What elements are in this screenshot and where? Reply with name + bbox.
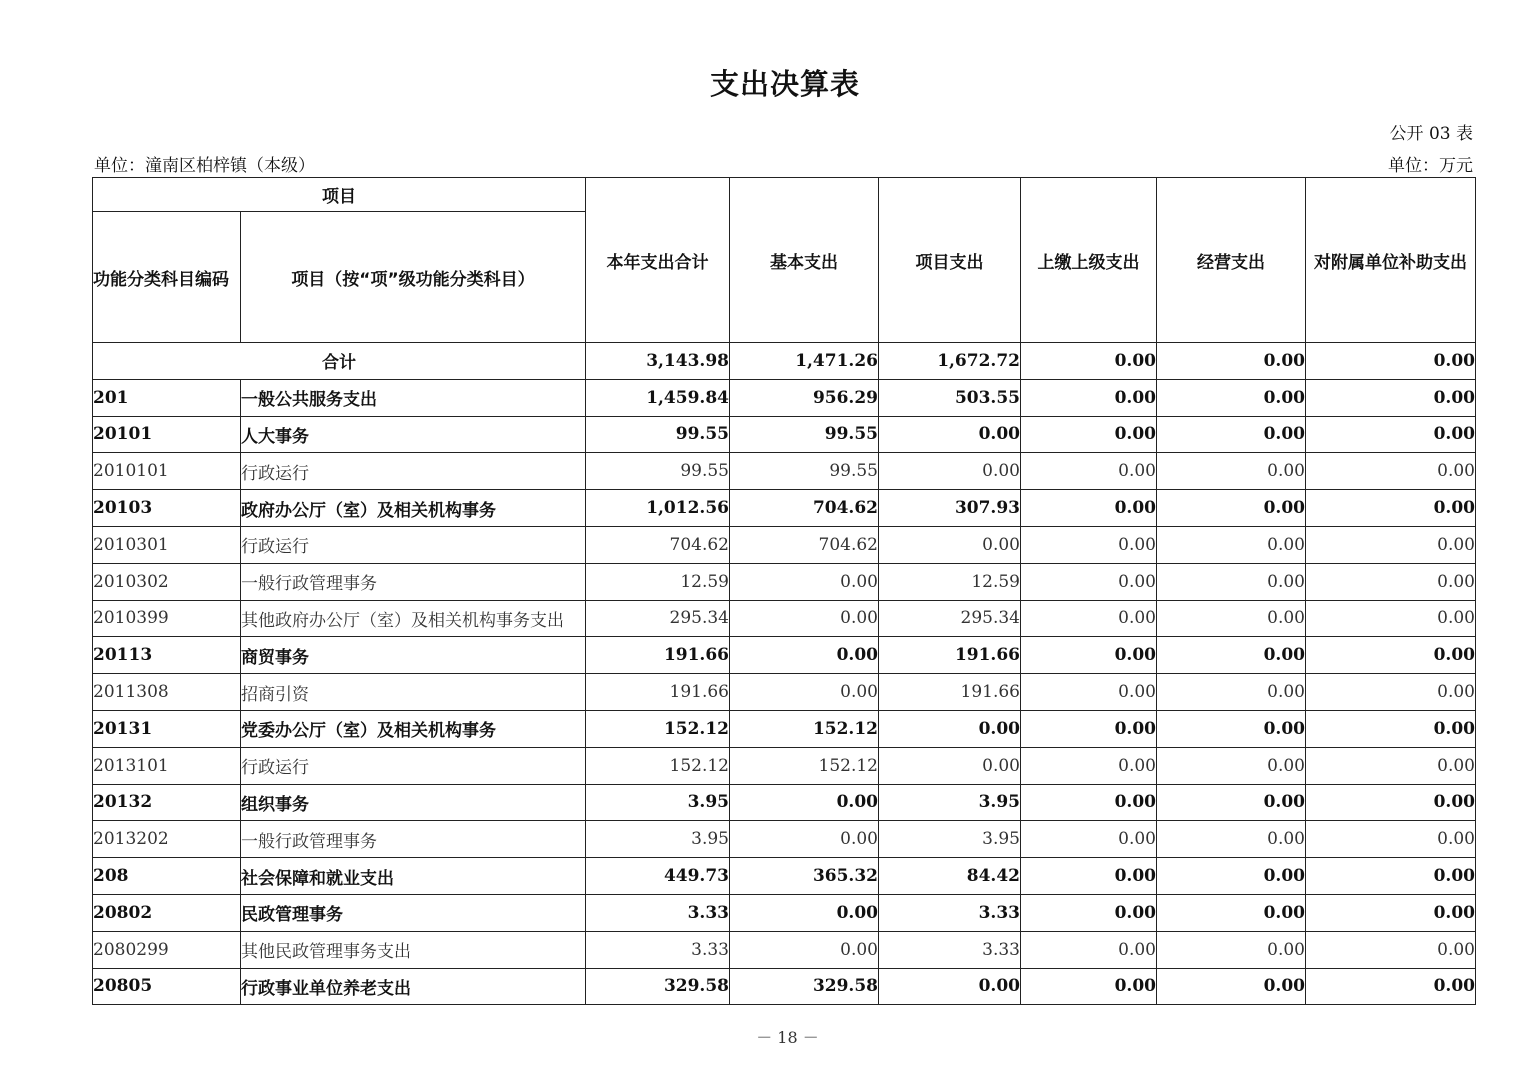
cell-basic: 0.00 xyxy=(730,637,879,674)
cell-subsidy: 0.00 xyxy=(1306,674,1476,711)
header-operating: 经营支出 xyxy=(1157,178,1306,343)
cell-basic: 99.55 xyxy=(730,416,879,453)
cell-project: 0.00 xyxy=(879,416,1021,453)
cell-name: 其他民政管理事务支出 xyxy=(241,931,586,968)
cell-name: 商贸事务 xyxy=(241,637,586,674)
cell-project: 0.00 xyxy=(879,747,1021,784)
cell-upper: 0.00 xyxy=(1021,968,1157,1005)
cell-upper: 0.00 xyxy=(1021,931,1157,968)
cell-name: 行政运行 xyxy=(241,526,586,563)
cell-basic: 329.58 xyxy=(730,968,879,1005)
cell-upper: 0.00 xyxy=(1021,600,1157,637)
cell-total: 1,459.84 xyxy=(586,379,730,416)
table-row xyxy=(93,784,1476,821)
cell-name: 行政运行 xyxy=(241,453,586,490)
cell-subsidy: 0.00 xyxy=(1306,858,1476,895)
cell-subsidy: 0.00 xyxy=(1306,526,1476,563)
total-label: 合计 xyxy=(93,343,586,380)
cell-basic: 704.62 xyxy=(730,490,879,527)
cell-name: 组织事务 xyxy=(241,784,586,821)
table-row xyxy=(93,416,1476,453)
reporting-unit: 单位：潼南区柏梓镇（本级） xyxy=(94,156,315,176)
cell-code: 2010301 xyxy=(93,526,241,563)
cell-name: 政府办公厅（室）及相关机构事务 xyxy=(241,490,586,527)
cell-basic: 0.00 xyxy=(730,894,879,931)
cell-total: 152.12 xyxy=(586,710,730,747)
cell-project: 295.34 xyxy=(879,600,1021,637)
cell-upper: 0.00 xyxy=(1021,563,1157,600)
table-row xyxy=(93,453,1476,490)
cell-code: 20802 xyxy=(93,894,241,931)
table-row xyxy=(93,894,1476,931)
cell-operating: 0.00 xyxy=(1157,637,1306,674)
table-row xyxy=(93,674,1476,711)
cell-code: 2011308 xyxy=(93,674,241,711)
currency-unit: 单位：万元 xyxy=(1388,156,1473,176)
table-row xyxy=(93,637,1476,674)
table-row xyxy=(93,710,1476,747)
cell-subsidy: 0.00 xyxy=(1306,600,1476,637)
table-row xyxy=(93,563,1476,600)
cell-code: 2013202 xyxy=(93,821,241,858)
cell-project: 3.95 xyxy=(879,821,1021,858)
cell-basic: 152.12 xyxy=(730,710,879,747)
cell-operating: 0.00 xyxy=(1157,563,1306,600)
cell-basic: 0.00 xyxy=(730,784,879,821)
cell-name: 党委办公厅（室）及相关机构事务 xyxy=(241,710,586,747)
page-number: － 18 － xyxy=(756,1028,819,1047)
cell-basic: 0.00 xyxy=(730,563,879,600)
cell-project: 191.66 xyxy=(879,674,1021,711)
cell-total: 12.59 xyxy=(586,563,730,600)
cell-project: 503.55 xyxy=(879,379,1021,416)
header-basic: 基本支出 xyxy=(730,178,879,343)
cell-project: 0.00 xyxy=(879,526,1021,563)
cell-code: 20132 xyxy=(93,784,241,821)
cell-name: 招商引资 xyxy=(241,674,586,711)
cell-subsidy: 0.00 xyxy=(1306,931,1476,968)
header-subsidy: 对附属单位补助支出 xyxy=(1306,178,1476,343)
cell-total: 449.73 xyxy=(586,858,730,895)
cell-operating: 0.00 xyxy=(1157,784,1306,821)
cell-total: 191.66 xyxy=(586,674,730,711)
cell-operating: 0.00 xyxy=(1157,968,1306,1005)
cell-operating: 0.00 xyxy=(1157,674,1306,711)
cell-subsidy: 0.00 xyxy=(1306,968,1476,1005)
cell-basic: 99.55 xyxy=(730,453,879,490)
cell-code: 2010399 xyxy=(93,600,241,637)
cell-code: 2013101 xyxy=(93,747,241,784)
cell-name: 民政管理事务 xyxy=(241,894,586,931)
header-total: 本年支出合计 xyxy=(586,178,730,343)
cell-operating: 0.00 xyxy=(1157,894,1306,931)
cell-upper: 0.00 xyxy=(1021,490,1157,527)
cell-project: 191.66 xyxy=(879,637,1021,674)
cell-upper: 0.00 xyxy=(1021,416,1157,453)
cell-subsidy: 0.00 xyxy=(1306,894,1476,931)
header-row-1 xyxy=(93,178,1476,212)
cell-total: 295.34 xyxy=(586,600,730,637)
cell-operating: 0.00 xyxy=(1157,747,1306,784)
cell-total: 1,012.56 xyxy=(586,490,730,527)
cell-upper: 0.00 xyxy=(1021,858,1157,895)
cell-name: 社会保障和就业支出 xyxy=(241,858,586,895)
cell-basic: 152.12 xyxy=(730,747,879,784)
table-row xyxy=(93,968,1476,1005)
header-project: 项目支出 xyxy=(879,178,1021,343)
page-title: 支出决算表 xyxy=(709,67,860,101)
cell-upper: 0.00 xyxy=(1021,894,1157,931)
header-project-group: 项目 xyxy=(93,178,586,212)
total-cell-operating: 0.00 xyxy=(1157,343,1306,380)
cell-subsidy: 0.00 xyxy=(1306,453,1476,490)
cell-project: 84.42 xyxy=(879,858,1021,895)
cell-total: 152.12 xyxy=(586,747,730,784)
cell-code: 2010101 xyxy=(93,453,241,490)
form-number: 公开 03 表 xyxy=(1389,124,1473,144)
table-row xyxy=(93,821,1476,858)
cell-operating: 0.00 xyxy=(1157,710,1306,747)
cell-project: 0.00 xyxy=(879,453,1021,490)
cell-code: 20113 xyxy=(93,637,241,674)
cell-basic: 0.00 xyxy=(730,931,879,968)
cell-upper: 0.00 xyxy=(1021,526,1157,563)
header-code: 功能分类科目编码 xyxy=(93,212,241,343)
table-row xyxy=(93,858,1476,895)
cell-code: 2010302 xyxy=(93,563,241,600)
cell-name: 行政事业单位养老支出 xyxy=(241,968,586,1005)
cell-basic: 365.32 xyxy=(730,858,879,895)
cell-basic: 704.62 xyxy=(730,526,879,563)
total-cell-upper: 0.00 xyxy=(1021,343,1157,380)
cell-operating: 0.00 xyxy=(1157,858,1306,895)
cell-upper: 0.00 xyxy=(1021,637,1157,674)
cell-code: 208 xyxy=(93,858,241,895)
cell-project: 3.33 xyxy=(879,931,1021,968)
cell-upper: 0.00 xyxy=(1021,710,1157,747)
cell-operating: 0.00 xyxy=(1157,600,1306,637)
cell-project: 0.00 xyxy=(879,710,1021,747)
cell-name: 行政运行 xyxy=(241,747,586,784)
cell-subsidy: 0.00 xyxy=(1306,379,1476,416)
cell-total: 3.95 xyxy=(586,784,730,821)
cell-upper: 0.00 xyxy=(1021,674,1157,711)
cell-subsidy: 0.00 xyxy=(1306,710,1476,747)
cell-upper: 0.00 xyxy=(1021,747,1157,784)
cell-upper: 0.00 xyxy=(1021,453,1157,490)
cell-basic: 956.29 xyxy=(730,379,879,416)
cell-basic: 0.00 xyxy=(730,600,879,637)
total-cell-subsidy: 0.00 xyxy=(1306,343,1476,380)
cell-name: 人大事务 xyxy=(241,416,586,453)
cell-subsidy: 0.00 xyxy=(1306,821,1476,858)
header-upper: 上缴上级支出 xyxy=(1021,178,1157,343)
cell-total: 3.33 xyxy=(586,931,730,968)
table-row xyxy=(93,526,1476,563)
cell-operating: 0.00 xyxy=(1157,931,1306,968)
cell-total: 3.95 xyxy=(586,821,730,858)
cell-name: 一般行政管理事务 xyxy=(241,821,586,858)
cell-name: 一般行政管理事务 xyxy=(241,563,586,600)
cell-operating: 0.00 xyxy=(1157,526,1306,563)
cell-code: 20103 xyxy=(93,490,241,527)
cell-project: 0.00 xyxy=(879,968,1021,1005)
total-row xyxy=(93,343,1476,380)
cell-code: 20101 xyxy=(93,416,241,453)
cell-subsidy: 0.00 xyxy=(1306,747,1476,784)
cell-total: 329.58 xyxy=(586,968,730,1005)
cell-upper: 0.00 xyxy=(1021,379,1157,416)
cell-code: 20805 xyxy=(93,968,241,1005)
cell-total: 3.33 xyxy=(586,894,730,931)
cell-subsidy: 0.00 xyxy=(1306,784,1476,821)
cell-total: 704.62 xyxy=(586,526,730,563)
cell-project: 307.93 xyxy=(879,490,1021,527)
cell-subsidy: 0.00 xyxy=(1306,563,1476,600)
cell-total: 99.55 xyxy=(586,416,730,453)
cell-operating: 0.00 xyxy=(1157,821,1306,858)
table-row xyxy=(93,931,1476,968)
total-cell-basic: 1,471.26 xyxy=(730,343,879,380)
cell-total: 191.66 xyxy=(586,637,730,674)
table-row xyxy=(93,490,1476,527)
cell-operating: 0.00 xyxy=(1157,379,1306,416)
cell-code: 201 xyxy=(93,379,241,416)
cell-upper: 0.00 xyxy=(1021,784,1157,821)
cell-total: 99.55 xyxy=(586,453,730,490)
table-row xyxy=(93,600,1476,637)
total-cell-project: 1,672.72 xyxy=(879,343,1021,380)
cell-upper: 0.00 xyxy=(1021,821,1157,858)
table-row xyxy=(93,379,1476,416)
cell-subsidy: 0.00 xyxy=(1306,416,1476,453)
cell-project: 3.95 xyxy=(879,784,1021,821)
expenditure-table xyxy=(92,177,1476,1005)
cell-operating: 0.00 xyxy=(1157,416,1306,453)
cell-subsidy: 0.00 xyxy=(1306,637,1476,674)
table-row xyxy=(93,747,1476,784)
cell-basic: 0.00 xyxy=(730,674,879,711)
cell-name: 其他政府办公厅（室）及相关机构事务支出 xyxy=(241,600,586,637)
header-name: 项目（按“项”级功能分类科目） xyxy=(241,212,586,343)
cell-subsidy: 0.00 xyxy=(1306,490,1476,527)
cell-name: 一般公共服务支出 xyxy=(241,379,586,416)
total-cell-total: 3,143.98 xyxy=(586,343,730,380)
cell-operating: 0.00 xyxy=(1157,490,1306,527)
cell-project: 12.59 xyxy=(879,563,1021,600)
cell-operating: 0.00 xyxy=(1157,453,1306,490)
cell-code: 20131 xyxy=(93,710,241,747)
cell-project: 3.33 xyxy=(879,894,1021,931)
cell-basic: 0.00 xyxy=(730,821,879,858)
cell-code: 2080299 xyxy=(93,931,241,968)
